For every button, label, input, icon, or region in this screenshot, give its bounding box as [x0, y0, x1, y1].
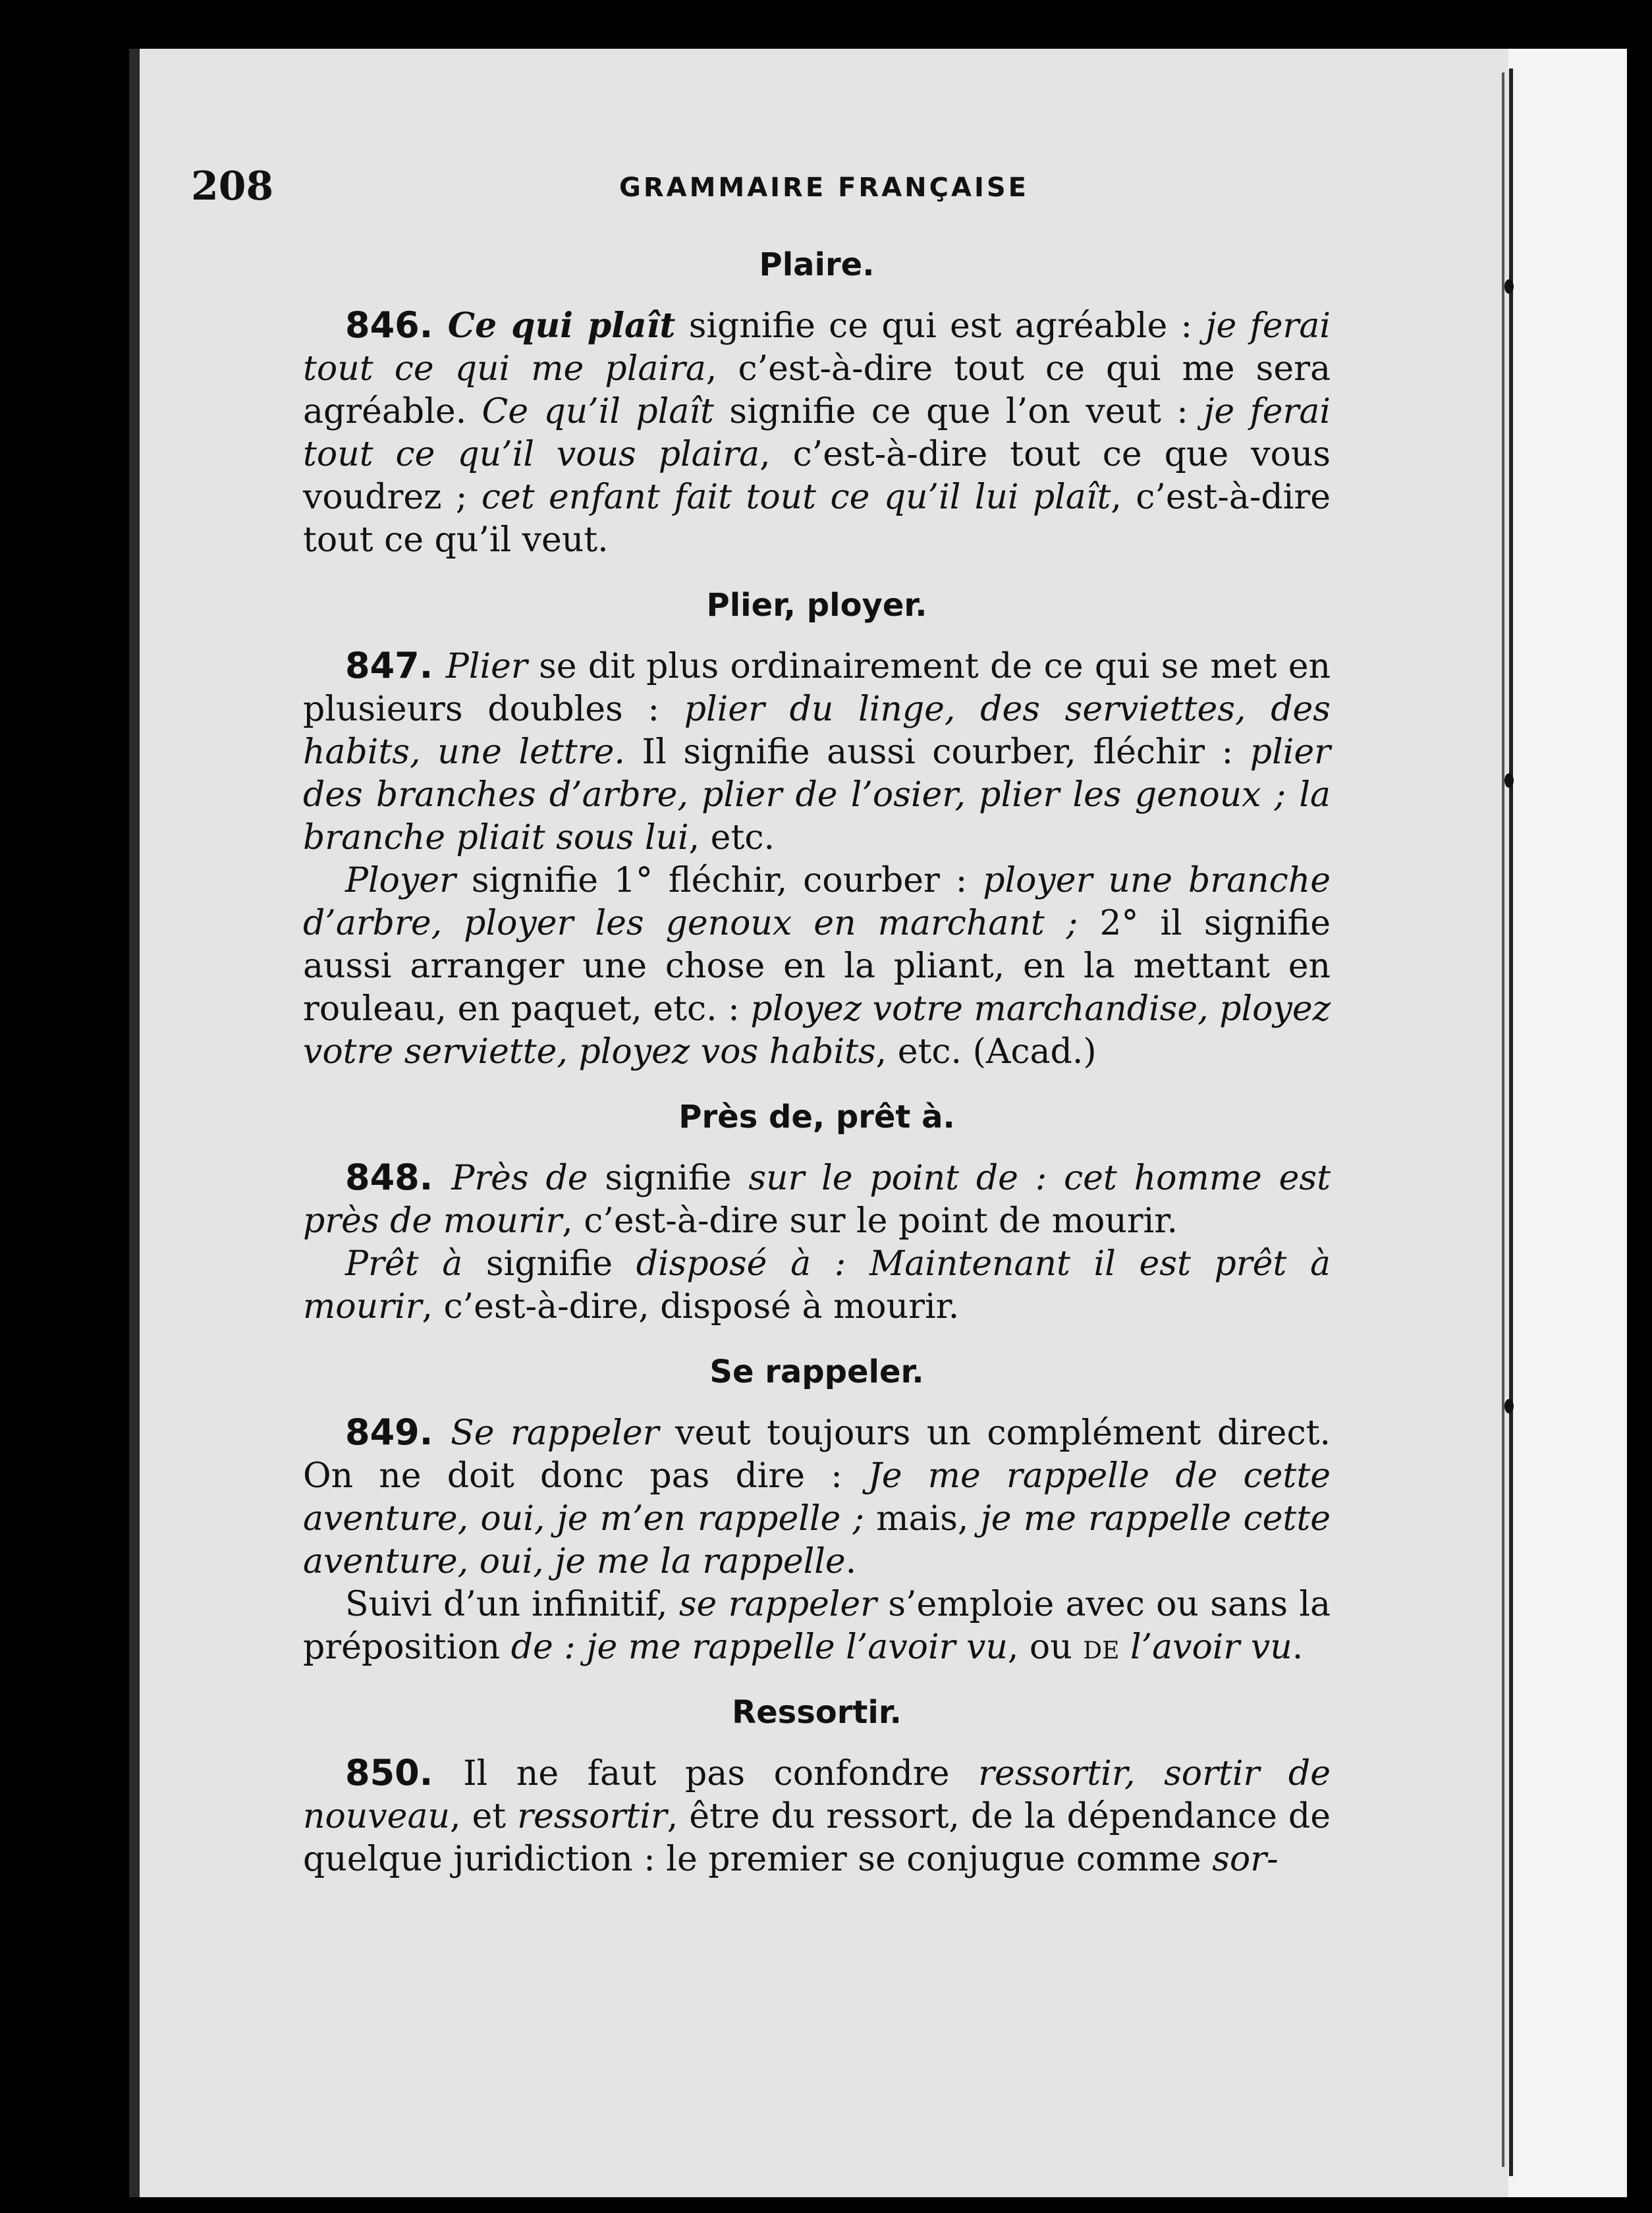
article-number: 849. — [345, 1411, 451, 1453]
example-text: Près de — [451, 1159, 588, 1198]
small-caps-text: de — [1083, 1627, 1120, 1667]
paragraph — [303, 1751, 1331, 1881]
body-text: , etc. — [688, 818, 775, 858]
body-text: se dit plus ordinairement de ce qui se met en plusieurs doubles : — [303, 647, 1331, 729]
section-body — [303, 1751, 1331, 1881]
example-text: Ce qui plaît — [447, 306, 676, 346]
paragraph — [303, 1156, 1331, 1243]
page-header — [0, 163, 1652, 216]
page-number: 208 — [191, 163, 274, 209]
section-title: Près de, prêt à. — [678, 1099, 955, 1135]
body-text — [1119, 1627, 1130, 1667]
body-text: , ou — [1007, 1627, 1084, 1667]
facing-page-rule — [1509, 68, 1513, 2176]
example-text: l’avoir vu — [1130, 1627, 1292, 1667]
body-text: signifie — [588, 1159, 749, 1198]
example-text: disposé à : Maintenant il est prêt à mourir — [303, 1244, 1331, 1326]
body-text: , être du ressort, de la dépendance de quelque juridiction : le premier se conjugue comme — [303, 1797, 1331, 1879]
paragraph — [303, 1583, 1331, 1669]
section-body — [303, 1156, 1331, 1328]
article-number: 850. — [345, 1752, 464, 1793]
section-body — [303, 304, 1331, 562]
paragraph — [303, 860, 1331, 1074]
example-text: Ce qu’il plaît — [482, 392, 714, 431]
body-text: , c’est-à-dire tout ce qu’il veut. — [303, 478, 1331, 560]
example-text: cet enfant fait tout ce qu’il lui plaît — [481, 478, 1111, 517]
paragraph — [303, 644, 1331, 860]
example-text: Plier — [445, 647, 528, 686]
body-text: , c’est-à-dire tout ce que vous voudrez ; — [303, 435, 1331, 517]
example-text: je ferai tout ce qu’il vous plaira — [303, 392, 1331, 474]
body-text: signifie ce qui est agréable : — [675, 306, 1206, 346]
section-body — [303, 644, 1331, 1074]
example-text: plier du linge, des serviettes, des habits, une lettre. — [303, 690, 1331, 772]
example-text: ressortir — [517, 1797, 667, 1836]
example-text: sur le point de : cet homme est près de mourir — [303, 1159, 1331, 1241]
example-text: se rappeler — [678, 1585, 877, 1624]
section-body — [303, 1411, 1331, 1669]
article-number: 847. — [345, 645, 446, 686]
example-text: Se rappeler — [451, 1413, 659, 1453]
page-body — [303, 244, 1331, 1903]
article-number: 848. — [345, 1157, 452, 1198]
body-text: , et — [449, 1797, 518, 1836]
example-text: ployez votre marchandise, ployez votre serviette, ployez vos habits — [303, 989, 1331, 1072]
page-gutter-shadow — [1502, 72, 1504, 2167]
paragraph — [303, 304, 1331, 562]
body-text: Il signifie aussi courber, fléchir : — [624, 732, 1250, 772]
body-text: signifie 1° fléchir, courber : — [455, 861, 983, 900]
body-text: veut toujours un complément direct. On ne doit donc pas dire : — [303, 1413, 1331, 1496]
body-text: mais, — [864, 1499, 981, 1539]
example-text: je ferai tout ce qui me plaira — [303, 306, 1331, 389]
example-text: ressortir, sortir de nouveau — [303, 1754, 1331, 1836]
paragraph — [303, 1243, 1331, 1328]
body-text: . — [845, 1542, 857, 1581]
example-text: Ployer — [345, 861, 456, 900]
section-title: Se rappeler. — [709, 1353, 924, 1390]
ink-blot — [1504, 1399, 1514, 1413]
body-text: , c’est-à-dire tout ce qui me sera agréable. — [303, 349, 1331, 431]
body-text: Il ne faut pas confondre — [463, 1754, 979, 1793]
article-number: 846. — [345, 304, 448, 346]
section-title: Plier, ployer. — [706, 587, 927, 624]
example-text: plier des branches d’arbre, plier de l’osier, plier les genoux ; la branche pliait sous lui — [303, 732, 1331, 858]
running-head: GRAMMAIRE FRANÇAISE — [619, 173, 1029, 203]
example-text: de : je me rappelle l’avoir vu — [510, 1627, 1008, 1667]
body-text: , c’est-à-dire sur le point de mourir. — [562, 1201, 1178, 1241]
example-text: Je me rappelle de cette aventure, oui, je m’en rappelle ; — [303, 1456, 1331, 1539]
body-text: . — [1292, 1627, 1304, 1667]
section-title: Plaire. — [759, 246, 875, 283]
body-text: , c’est-à-dire, disposé à mourir. — [422, 1287, 960, 1326]
ink-blot — [1504, 279, 1514, 294]
body-text: signifie ce que l’on veut : — [713, 392, 1204, 431]
paragraph — [303, 1411, 1331, 1583]
example-text: Prêt à — [345, 1244, 463, 1284]
example-text: je me rappelle cette aventure, oui, je me la rappelle — [303, 1499, 1331, 1581]
body-text: 2° il signifie aussi arranger une chose en la pliant, en la mettant en rouleau, en paquet, etc. : — [303, 904, 1331, 1029]
facing-page-edge — [1508, 49, 1627, 2197]
section-title: Ressortir. — [732, 1694, 902, 1731]
example-text: ployer une branche d’arbre, ployer les genoux en marchant ; — [303, 861, 1331, 943]
body-text: s’emploie avec ou sans la préposition — [303, 1585, 1331, 1667]
body-text: signifie — [462, 1244, 636, 1284]
body-text: Suivi d’un infinitif, — [345, 1585, 679, 1624]
example-text: sor- — [1212, 1840, 1279, 1879]
ink-blot — [1504, 773, 1514, 788]
body-text: , etc. (Acad.) — [875, 1032, 1097, 1072]
